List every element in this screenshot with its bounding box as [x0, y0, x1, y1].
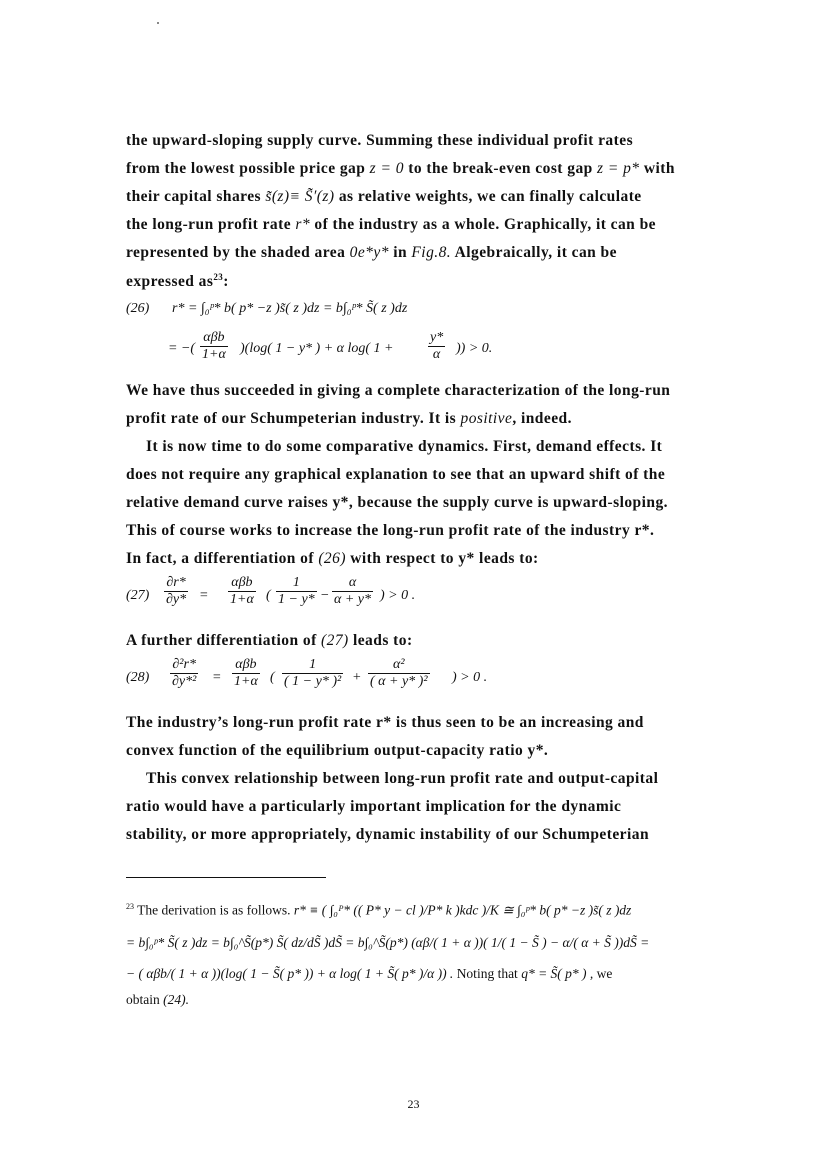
- footnote-line4: obtain (24).: [126, 992, 189, 1007]
- eq28-equals: =: [212, 670, 222, 685]
- eq27-frac1: $\frac{1}{1 - y*}$: [278, 575, 315, 607]
- footnote-line3: − ( αβb/( 1 + α ))(log( 1 − S̃( p* )) + α log( 1 + S̃( p* )/α )) . Noting that q* = S̃( p* ) , we: [126, 966, 613, 981]
- p3-line4: This of course works to increase the long-run profit rate of the industry r*.: [126, 522, 655, 539]
- eq26-line1: r* = ∫₀ᵖ* b( p* −z )s̃( z )dz = b∫₀ᵖ* S̃( z )dz: [172, 301, 408, 316]
- eq27-frac2: $\frac{\alpha}{\alpha + y*}$: [334, 575, 372, 607]
- eq28-coef: αβb 1+α: [234, 657, 258, 689]
- eq26-fraction: αβb 1+α: [202, 330, 226, 362]
- eq27-label: (27): [126, 588, 150, 603]
- p1-line5: represented by the shaded area 0e*y* in Fig.8. Algebraically, it can be: [126, 244, 617, 261]
- p2-line2: profit rate of our Schumpeterian industry. It is positive, indeed.: [126, 410, 572, 427]
- footnote-rule: [126, 877, 326, 878]
- p4-line1: The industry’s long-run profit rate r* is thus seen to be an increasing and: [126, 714, 644, 731]
- footnote-line2: = b∫₀ᵖ* S̃( z )dz = b∫₀^S̃(p*) S̃( dz/dS̃ )dS̃ = b∫₀^S̃(p*) (αβ/( 1 + α ))( 1/( 1 − S̃ ) − α/( α + S̃ ))dS̃ =: [126, 935, 650, 950]
- eq28-lhs: $\frac{\text{∂²r*}}{\text{∂y*²}}$: [172, 657, 197, 689]
- eq27-coef: αβb 1+α: [230, 575, 254, 607]
- p3-line1: It is now time to do some comparative dynamics. First, demand effects. It: [146, 438, 663, 455]
- p3-line2: does not require any graphical explanation to see that an upward shift of the: [126, 466, 666, 483]
- p1-line6: expressed $as^{23}$:: [126, 272, 229, 291]
- eq26-fraction2: $\frac{y*}{\alpha}$: [430, 330, 444, 362]
- eq26-label: (26): [126, 301, 150, 316]
- p1-line1: the upward-sloping supply curve. Summing these individual profit rates: [126, 132, 634, 149]
- eq26-mid: )(log( 1 − y* ) + α log( 1 +: [240, 341, 394, 356]
- p1-line4: the long-run profit rate r* of the industry as a whole. Graphically, it can be: [126, 216, 656, 233]
- p5-line1: This convex relationship between long-run profit rate and output-capital: [146, 770, 659, 787]
- eq26-prefix: = −(: [168, 341, 196, 356]
- p4-line2: convex function of the equilibrium output-capacity ratio y*.: [126, 742, 549, 759]
- eq27-equals: =: [199, 588, 209, 603]
- page-number: 23: [407, 1097, 420, 1111]
- eq27-minus: −: [320, 588, 330, 603]
- eq28-suffix: ) > 0 .: [452, 670, 488, 685]
- eq27-lhs: $\frac{\partial r*}{\partial y*}$: [166, 575, 187, 607]
- eq28-plus: +: [352, 670, 362, 685]
- p3-line5: In fact, a differentiation of (26) with respect to y* leads to:: [126, 550, 539, 567]
- eq28-frac1: $\frac{1}{\text{( 1 − y* )²}}$: [284, 657, 342, 689]
- eq28-open: (: [270, 670, 275, 685]
- p2-line1: We have thus succeeded in giving a complete characterization of the long-run: [126, 382, 671, 399]
- p1-line2: from the lowest possible price gap z = 0 to the break-even cost gap z = p* with: [126, 160, 675, 177]
- p5-line2: ratio would have a particularly important implication for the dynamic: [126, 798, 622, 815]
- p3-line3: relative demand curve raises y*, because the supply curve is upward-sloping.: [126, 494, 668, 511]
- eq28-frac2: $\frac{\text{α²}}{\text{( α + y* )²}}$: [370, 657, 428, 689]
- eq27-open: (: [266, 588, 271, 603]
- scan-speck: [157, 22, 159, 24]
- further-line: A further differentiation of (27) leads to:: [126, 632, 413, 649]
- eq27-suffix: ) > 0 .: [380, 588, 416, 603]
- p5-line3: stability, or more appropriately, dynamic instability of our Schumpeterian: [126, 826, 650, 843]
- footnote-ref: 23: [213, 272, 224, 282]
- p1-line3: their capital shares s̃(z)≡ S̃′(z) as relative weights, we can finally calculate: [126, 188, 642, 205]
- eq28-label: (28): [126, 670, 150, 685]
- footnote-line1: $^{23}$ The derivation is as follows. r* ≡ ( ∫₀ᴾ* (( P* y − cl )/P* k )kdc )/K ≅ ∫₀ᵖ* b( p* −z )s̃( z )dz: [126, 902, 632, 918]
- eq26-suffix: )) > 0.: [456, 341, 493, 356]
